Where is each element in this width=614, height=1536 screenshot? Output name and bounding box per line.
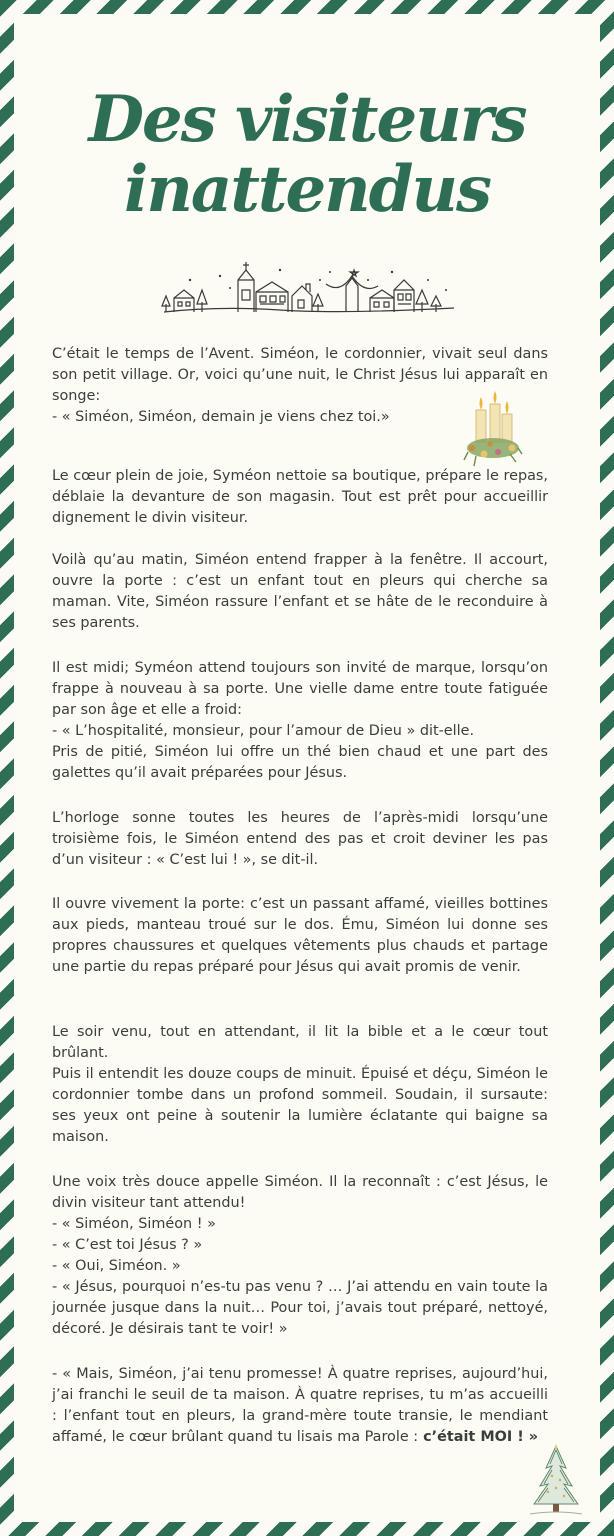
paragraph-line: - « Siméon, Siméon ! » [52, 1216, 216, 1232]
final-line: - « Mais, Siméon, j’ai tenu promesse! À quatre reprises, aujourd’hui, j’ai franchi le seuil de ta maison. À quatre reprises, tu m’as accueilli : l’enfant tout en pleurs, la grand-mère toute transie, le mendiant affamé, le cœur brûlant quand tu lisais ma Parole : [52, 1366, 548, 1445]
paragraph-5 [52, 808, 548, 871]
story-card [14, 14, 600, 1522]
paragraph-line: C’était le temps de l’Avent. Siméon, le cordonnier, vivait seul dans son petit village. Or, voici qu’une nuit, le Christ Jésus lui apparaît en songe: [52, 346, 548, 404]
final-emphasis: c’était MOI ! » [418, 1429, 539, 1445]
paragraph-2 [52, 466, 548, 529]
paragraph-line: L’horloge sonne toutes les heures de l’après-midi lorsqu’une troisième fois, le Siméon entend des pas et croit deviner les pas d’un visiteur : « C’est lui ! », se dit-il. [52, 810, 548, 868]
paragraph-7 [52, 1022, 548, 1148]
paragraph-8 [52, 1172, 548, 1340]
paragraph-line: Il ouvre vivement la porte: c’est un passant affamé, vieilles bottines aux pieds, manteau troué sur le dos. Ému, Siméon lui donne ses propres chaussures et quelques vêtements plus chauds et partage une partie du repas préparé pour Jésus qui avait promis de venir. [52, 896, 548, 975]
paragraph-6 [52, 894, 548, 978]
paragraph-line: - « L’hospitalité, monsieur, pour l’amour de Dieu » dit-elle. [52, 723, 475, 739]
paragraph-line: - « Siméon, Siméon, demain je viens chez toi.» [52, 409, 390, 425]
paragraph-line: Le cœur plein de joie, Syméon nettoie sa boutique, prépare le repas, déblaie la devanture de son magasin. Tout est prêt pour accueillir dignement le divin visiteur. [52, 468, 548, 526]
title-line-1: Des visiteurs [88, 82, 526, 157]
paragraph-line: Une voix très douce appelle Siméon. Il la reconnaît : c’est Jésus, le divin visiteur tant attendu! [52, 1174, 548, 1211]
paragraph-3 [52, 550, 548, 634]
title-line-2: inattendus [124, 152, 490, 227]
village-illustration-icon [160, 250, 454, 320]
paragraph-line: Le soir venu, tout en attendant, il lit la bible et a le cœur tout brûlant. [52, 1024, 548, 1061]
paragraph-9 [52, 1364, 548, 1448]
paragraph-line: Pris de pitié, Siméon lui offre un thé bien chaud et une part des galettes qu’il avait préparées pour Jésus. [52, 744, 548, 781]
paragraph-line: - « C’est toi Jésus ? » [52, 1237, 203, 1253]
paragraph-1 [52, 344, 548, 428]
paragraph-line [52, 1364, 548, 1448]
paragraph-line: Puis il entendit les douze coups de minuit. Épuisé et déçu, Siméon le cordonnier tombe dans un profond sommeil. Soudain, il sursaute: ses yeux ont peine à soutenir la lumière éclatante qui baigne sa maison. [52, 1066, 548, 1145]
christmas-tree-icon [526, 1442, 586, 1520]
paragraph-line: - « Jésus, pourquoi n’es-tu pas venu ? … J’ai attendu en vain toute la journée jusque dans la nuit… Pour toi, j’avais tout préparé, nettoyé, décoré. Je désirais tant te voir! » [52, 1279, 548, 1337]
paragraph-4 [52, 658, 548, 784]
paragraph-line: - « Oui, Siméon. » [52, 1258, 181, 1274]
paragraph-line: Il est midi; Syméon attend toujours son invité de marque, lorsqu’on frappe à nouveau à sa porte. Une vielle dame entre toute fatiguée par son âge et elle a froid: [52, 660, 548, 718]
paragraph-line: Voilà qu’au matin, Siméon entend frapper à la fenêtre. Il accourt, ouvre la porte : c’est un enfant tout en pleurs qui cherche sa maman. Vite, Siméon rassure l’enfant et se hâte de le reconduire à ses parents. [52, 552, 548, 631]
